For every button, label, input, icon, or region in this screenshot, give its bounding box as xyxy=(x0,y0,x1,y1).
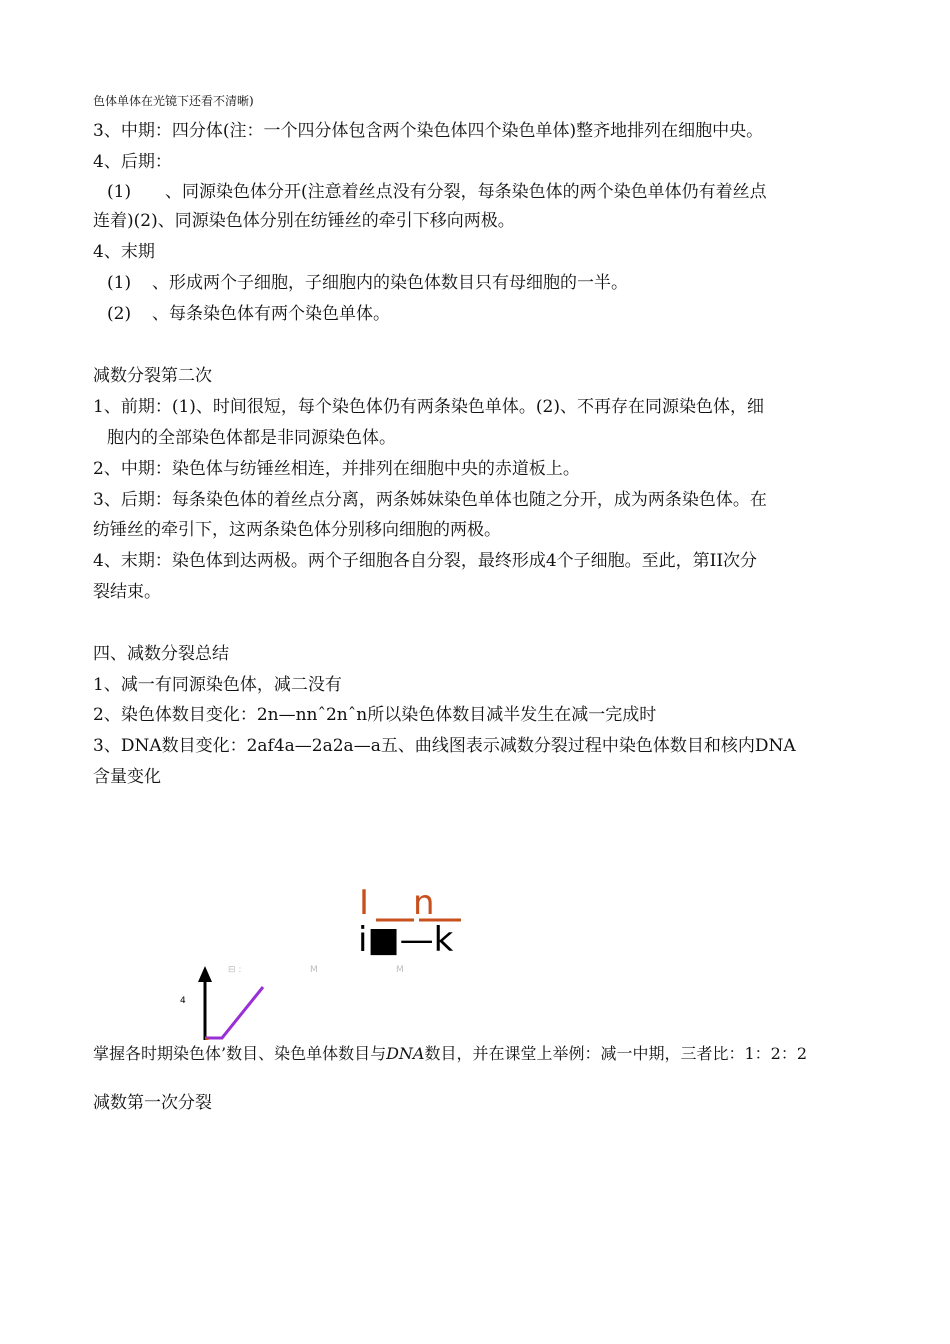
text-line: 3、中期：四分体(注：一个四分体包含两个染色体四个染色单体)整齐地排列在细胞中央。 xyxy=(93,121,764,141)
section-heading: 减数第一次分裂 xyxy=(93,1093,212,1113)
faint-label: M xyxy=(310,965,318,975)
text-line: 连着)(2)、同源染色体分别在纺锤丝的牵引下移向两极。 xyxy=(93,211,515,231)
dna-term: DNA xyxy=(386,1044,425,1063)
text-line: 3、后期：每条染色体的着丝点分离，两条姊妹染色单体也随之分开，成为两条染色体。在 xyxy=(93,490,767,510)
list-number: (1) xyxy=(107,182,132,202)
stage-label-ik: i■—k xyxy=(358,920,454,960)
list-text: 、每条染色体有两个染色单体。 xyxy=(152,304,390,324)
stage-label-I: I xyxy=(359,883,370,923)
text-line: 1、前期：(1)、时间很短，每个染色体仍有两条染色单体。(2)、不再存在同源染色体，细 xyxy=(93,397,764,417)
faint-label: ⊟ : xyxy=(228,965,242,975)
text-line: 裂结束。 xyxy=(93,582,161,602)
purple-curve xyxy=(205,987,263,1038)
text-line: 2、中期：染色体与纺锤丝相连，并排列在细胞中央的赤道板上。 xyxy=(93,459,580,479)
list-text: 、同源染色体分开(注意着丝点没有分裂，每条染色体的两个染色单体仍有着丝点 xyxy=(165,182,767,202)
text-line: 色体单体在光镜下还看不清晰) xyxy=(93,94,254,108)
faint-label: M xyxy=(396,965,404,975)
text-line: 2、染色体数目变化：2n—nnˆ2nˆn所以染色体数目减半发生在减一完成时 xyxy=(93,705,657,725)
text-line xyxy=(107,303,390,325)
text-line: 胞内的全部染色体都是非同源染色体。 xyxy=(107,428,396,448)
section-heading: 减数分裂第二次 xyxy=(93,366,212,386)
text-line: 掌握各时期染色体’数目、染色单体数目与DNA数目，并在课堂上举例：减一中期，三者比：1：2：2 xyxy=(93,1044,808,1063)
text-line xyxy=(107,272,628,294)
text-line: 4、末期：染色体到达两极。两个子细胞各自分裂，最终形成4个子细胞。至此，第II次分 xyxy=(93,551,758,571)
axis-tick-label: 4 xyxy=(180,996,186,1006)
stage-label-n: n xyxy=(413,883,435,923)
axis-arrow-head xyxy=(198,966,212,982)
list-text: 、形成两个子细胞，子细胞内的染色体数目只有母细胞的一半。 xyxy=(152,273,628,293)
text-line: 纺锤丝的牵引下，这两条染色体分别移向细胞的两极。 xyxy=(93,520,501,540)
list-number: (1) xyxy=(107,273,132,293)
chromosome-curve-figure xyxy=(180,880,480,1050)
list-number: (2) xyxy=(107,304,132,324)
text-line: 4、后期： xyxy=(93,152,172,172)
text-line xyxy=(107,181,767,203)
text-line: 4、末期 xyxy=(93,242,155,262)
text-line: 含量变化 xyxy=(93,767,161,787)
text-line: 3、DNA数目变化：2af4a—2a2a—a五、曲线图表示减数分裂过程中染色体数目和核内DNA xyxy=(93,736,796,756)
text-line: 1、减一有同源染色体，减二没有 xyxy=(93,675,342,695)
section-heading: 四、减数分裂总结 xyxy=(93,644,229,664)
